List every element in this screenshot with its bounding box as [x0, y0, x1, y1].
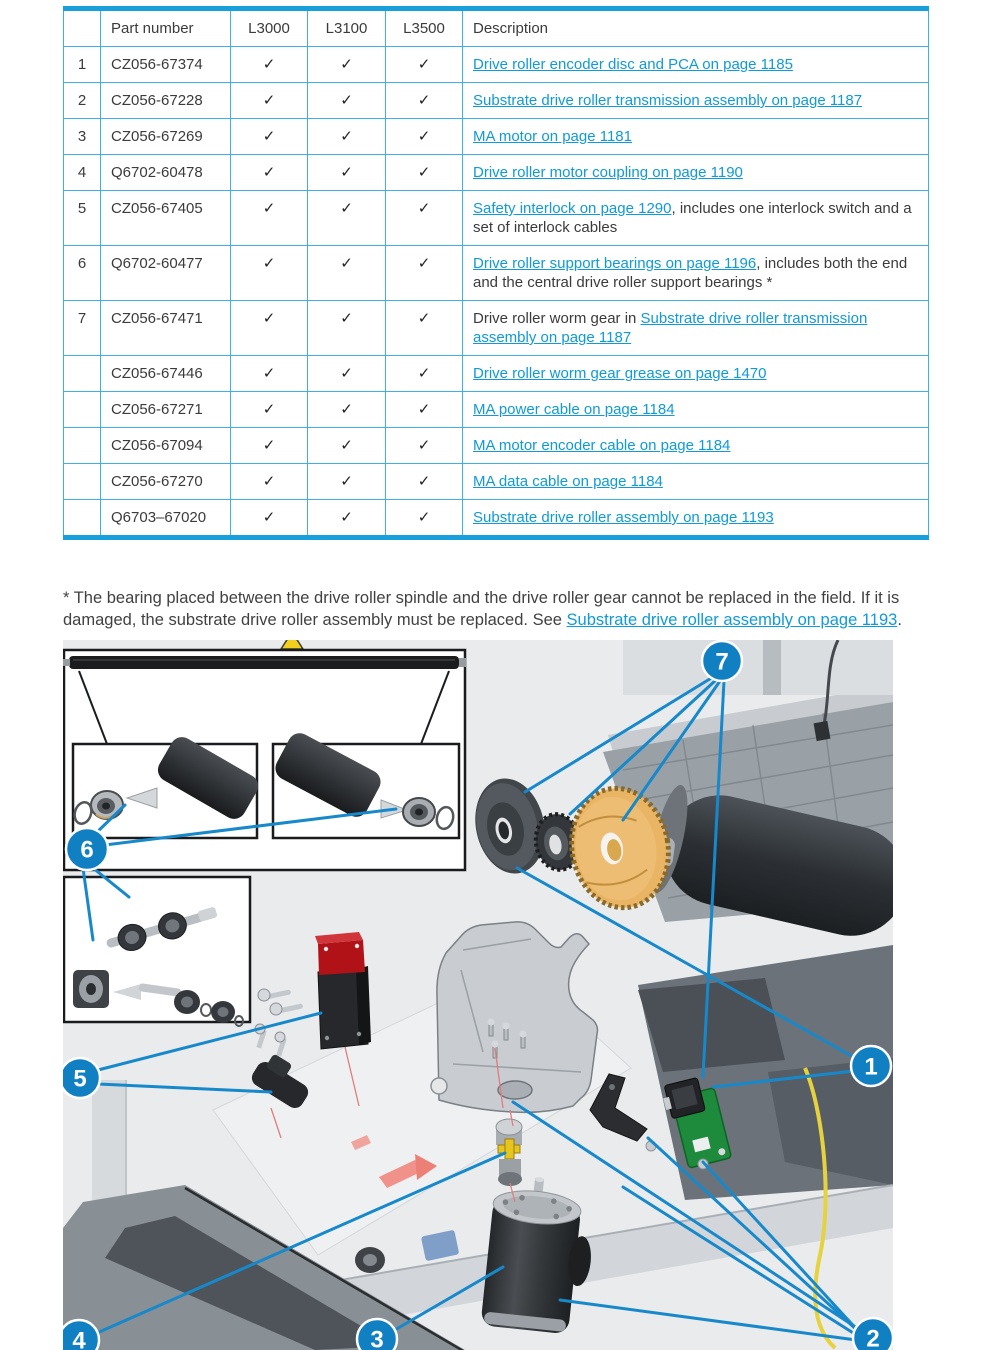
callout-2 [853, 1318, 893, 1350]
row-callout: 4 [64, 155, 101, 191]
table-row [64, 500, 929, 538]
check-icon: ✓ [340, 310, 353, 327]
row-callout: 1 [64, 47, 101, 83]
row-callout [64, 356, 101, 392]
check-icon: ✓ [417, 365, 431, 382]
check-icon: ✓ [340, 365, 353, 382]
row-callout: 7 [64, 301, 101, 356]
row-callout: 2 [64, 83, 101, 119]
description-link[interactable]: Drive roller motor coupling on page 1190 [473, 164, 743, 181]
description-link[interactable]: Drive roller worm gear grease on page 1470 [473, 365, 767, 382]
part-number: CZ056-67446 [101, 356, 231, 392]
check-icon: ✓ [340, 164, 353, 181]
part-number: Q6702-60477 [101, 246, 231, 301]
check-icon: ✓ [340, 255, 353, 272]
drive-roller-bar [69, 656, 459, 669]
row-callout: 6 [64, 246, 101, 301]
table-row [64, 47, 929, 83]
description-link[interactable]: Safety interlock on page 1290 [473, 200, 672, 217]
part-number: CZ056-67271 [101, 392, 231, 428]
check-icon: ✓ [262, 473, 276, 490]
check-icon: ✓ [417, 310, 431, 327]
check-icon: ✓ [417, 473, 431, 490]
svg-text:7: 7 [715, 648, 729, 676]
description-link[interactable]: Drive roller support bearings on page 1196 [473, 255, 757, 272]
row-callout [64, 464, 101, 500]
check-icon: ✓ [417, 128, 431, 145]
footnote [63, 587, 931, 632]
check-icon: ✓ [340, 473, 353, 490]
svg-text:3: 3 [370, 1326, 384, 1350]
check-icon: ✓ [340, 92, 353, 109]
description-text: , includes both the end and the central drive roller support bearings * [473, 255, 908, 291]
check-icon: ✓ [340, 509, 353, 526]
table-row [64, 246, 929, 301]
part-number: Q6703–67020 [101, 500, 231, 538]
check-icon: ✓ [262, 92, 276, 109]
svg-text:6: 6 [80, 836, 94, 864]
check-icon: ✓ [417, 255, 431, 272]
row-callout [64, 392, 101, 428]
description-link[interactable]: MA motor on page 1181 [473, 128, 632, 145]
check-icon: ✓ [417, 437, 431, 454]
description-link[interactable]: MA motor encoder cable on page 1184 [473, 437, 731, 454]
row-callout: 5 [64, 191, 101, 246]
check-icon: ✓ [262, 509, 276, 526]
part-number: CZ056-67471 [101, 301, 231, 356]
check-icon: ✓ [417, 200, 431, 217]
description-link[interactable]: Substrate drive roller transmission assembly on page 1187 [473, 310, 868, 346]
check-icon: ✓ [417, 56, 431, 73]
check-icon: ✓ [262, 310, 276, 327]
check-icon: ✓ [262, 255, 276, 272]
description-link[interactable]: Drive roller encoder disc and PCA on page 1185 [473, 56, 793, 73]
svg-text:4: 4 [72, 1327, 86, 1350]
check-icon: ✓ [262, 56, 276, 73]
check-icon: ✓ [262, 164, 276, 181]
row-callout: 3 [64, 119, 101, 155]
check-icon: ✓ [262, 128, 276, 145]
table-row [64, 119, 929, 155]
check-icon: ✓ [262, 401, 276, 418]
footnote-period: . [897, 611, 902, 629]
exploded-diagram [63, 640, 893, 1350]
callout-7 [702, 641, 742, 681]
check-icon: ✓ [340, 56, 353, 73]
header-l3500: L3500 [386, 9, 463, 47]
table-row [64, 155, 929, 191]
part-number: CZ056-67094 [101, 428, 231, 464]
check-icon: ✓ [340, 200, 353, 217]
table-row [64, 464, 929, 500]
part-number: CZ056-67270 [101, 464, 231, 500]
part-number: Q6702-60478 [101, 155, 231, 191]
row-callout [64, 428, 101, 464]
safety-interlock-illustration [315, 932, 371, 1049]
svg-text:2: 2 [866, 1325, 880, 1350]
transmission-bracket-illustration [431, 922, 598, 1113]
part-number: CZ056-67269 [101, 119, 231, 155]
header-l3000: L3000 [231, 9, 308, 47]
part-number: CZ056-67374 [101, 47, 231, 83]
check-icon: ✓ [340, 401, 353, 418]
table-header-row [64, 9, 929, 47]
check-icon: ✓ [262, 200, 276, 217]
exploded-diagram-figure [63, 640, 893, 1350]
callout-6 [66, 828, 108, 870]
check-icon: ✓ [417, 509, 431, 526]
description-link[interactable]: MA data cable on page 1184 [473, 473, 663, 490]
table-row [64, 356, 929, 392]
callout-1 [851, 1046, 891, 1086]
part-number: CZ056-67405 [101, 191, 231, 246]
description-text: , includes one interlock switch and a set of interlock cables [473, 200, 912, 236]
header-l3100: L3100 [308, 9, 386, 47]
table-row [64, 428, 929, 464]
parts-table [63, 6, 929, 540]
table-row [64, 301, 929, 356]
check-icon: ✓ [262, 365, 276, 382]
check-icon: ✓ [340, 128, 353, 145]
description-link[interactable]: Substrate drive roller assembly on page 1193 [473, 509, 774, 526]
table-row [64, 191, 929, 246]
description-link[interactable]: Substrate drive roller transmission assembly on page 1187 [473, 92, 863, 109]
description-text: Drive roller worm gear in [473, 310, 641, 327]
svg-text:5: 5 [73, 1065, 87, 1093]
row-callout [64, 500, 101, 538]
svg-text:1: 1 [864, 1053, 878, 1081]
check-icon: ✓ [262, 437, 276, 454]
central-bearings-inset-box [64, 877, 250, 1026]
check-icon: ✓ [417, 401, 431, 418]
callout-3 [357, 1319, 397, 1350]
check-icon: ✓ [417, 164, 431, 181]
table-row [64, 83, 929, 119]
part-number: CZ056-67228 [101, 83, 231, 119]
check-icon: ✓ [417, 92, 431, 109]
idler-wheel-hub [363, 1254, 377, 1266]
footnote-link[interactable]: Substrate drive roller assembly on page 1193 [566, 611, 898, 629]
check-icon: ✓ [340, 437, 353, 454]
callout-5 [63, 1058, 100, 1098]
header-callout-number [64, 9, 101, 47]
table-row [64, 392, 929, 428]
roller-inset-box [63, 650, 466, 870]
description-link[interactable]: MA power cable on page 1184 [473, 401, 675, 418]
roller-end-left-detail [72, 733, 262, 838]
header-description: Description [463, 9, 929, 47]
footnote-text: * The bearing placed between the drive roller spindle and the drive roller gear cannot be replaced in the field. If it is damaged, the substrate drive roller assembly must be replaced. See [63, 588, 900, 629]
motor-coupling-illustration [496, 1119, 522, 1186]
header-part-number: Part number [101, 9, 231, 47]
